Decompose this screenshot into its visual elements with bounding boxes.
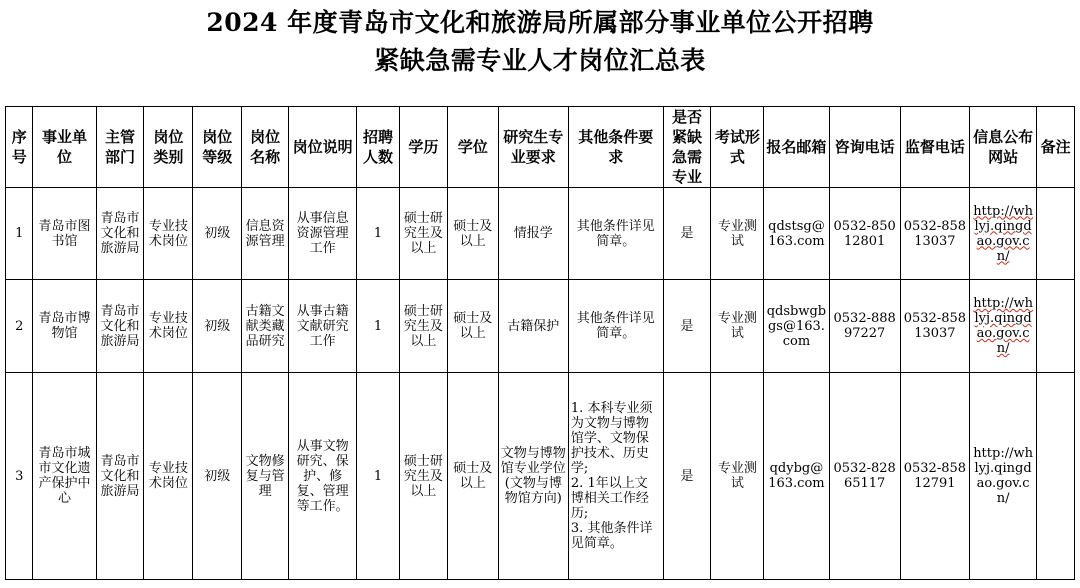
cell-degree: 硕士及以上 bbox=[447, 188, 498, 280]
header-hiring-count: 招聘人数 bbox=[357, 107, 400, 188]
cell-major-requirement: 文物与博物馆专业学位(文物与博物馆方向) bbox=[498, 373, 568, 580]
cell-supervision-phone: 0532-85813037 bbox=[900, 188, 969, 280]
cell-index: 1 bbox=[6, 188, 33, 280]
cell-post-name: 文物修复与管理 bbox=[242, 373, 289, 580]
header-urgent-major: 是否紧缺急需专业 bbox=[663, 107, 711, 188]
cell-post-description: 从事信息资源管理工作 bbox=[288, 188, 356, 280]
header-department: 主管部门 bbox=[96, 107, 144, 188]
cell-post-description: 从事文物研究、保护、修复、管理等工作。 bbox=[288, 373, 356, 580]
header-post-description: 岗位说明 bbox=[288, 107, 356, 188]
header-email: 报名邮箱 bbox=[764, 107, 829, 188]
cell-hiring-count: 1 bbox=[357, 373, 400, 580]
cell-department: 青岛市文化和旅游局 bbox=[96, 373, 144, 580]
cell-website[interactable]: http://whlyj.qingdao.gov.cn/ bbox=[970, 373, 1037, 580]
header-exam-format: 考试形式 bbox=[711, 107, 764, 188]
header-inquiry-phone: 咨询电话 bbox=[829, 107, 900, 188]
cell-inquiry-phone: 0532-82865117 bbox=[829, 373, 900, 580]
cell-post-category: 专业技术岗位 bbox=[144, 373, 193, 580]
cell-exam-format: 专业测试 bbox=[711, 373, 764, 580]
header-unit: 事业单位 bbox=[33, 107, 96, 188]
header-website: 信息公布网站 bbox=[970, 107, 1037, 188]
cell-post-level: 初级 bbox=[193, 280, 242, 373]
cell-email[interactable]: qdstsg@163.com bbox=[764, 188, 829, 280]
cell-supervision-phone: 0532-85812791 bbox=[900, 373, 969, 580]
header-post-level: 岗位等级 bbox=[193, 107, 242, 188]
header-remarks: 备注 bbox=[1037, 107, 1075, 188]
cell-other-requirements: 1. 本科专业须为文物与博物馆学、文物保护技术、历史学; 2. 1年以上文博相关工作经历; 3. 其他条件详见简章。 bbox=[568, 373, 663, 580]
cell-other-requirements: 其他条件详见简章。 bbox=[568, 188, 663, 280]
cell-index: 3 bbox=[6, 373, 33, 580]
cell-unit: 青岛市博物馆 bbox=[33, 280, 96, 373]
table-row bbox=[6, 373, 1075, 580]
cell-urgent-major: 是 bbox=[663, 280, 711, 373]
table-row bbox=[6, 188, 1075, 280]
header-post-category: 岗位类别 bbox=[144, 107, 193, 188]
cell-post-name: 古籍文献类藏品研究 bbox=[242, 280, 289, 373]
cell-supervision-phone: 0532-85813037 bbox=[900, 280, 969, 373]
header-degree: 学位 bbox=[447, 107, 498, 188]
cell-post-category: 专业技术岗位 bbox=[144, 280, 193, 373]
cell-major-requirement: 古籍保护 bbox=[498, 280, 568, 373]
header-major-requirement: 研究生专业要求 bbox=[498, 107, 568, 188]
header-post-name: 岗位名称 bbox=[242, 107, 289, 188]
cell-department: 青岛市文化和旅游局 bbox=[96, 188, 144, 280]
table-row bbox=[6, 280, 1075, 373]
cell-inquiry-phone: 0532-85012801 bbox=[829, 188, 900, 280]
cell-post-category: 专业技术岗位 bbox=[144, 188, 193, 280]
cell-inquiry-phone: 0532-88897227 bbox=[829, 280, 900, 373]
cell-exam-format: 专业测试 bbox=[711, 188, 764, 280]
cell-unit: 青岛市城市文化遗产保护中心 bbox=[33, 373, 96, 580]
cell-remarks bbox=[1037, 373, 1075, 580]
cell-email[interactable]: qdybg@163.com bbox=[764, 373, 829, 580]
cell-department: 青岛市文化和旅游局 bbox=[96, 280, 144, 373]
header-supervision-phone: 监督电话 bbox=[900, 107, 969, 188]
cell-website[interactable]: http://whlyj.qingdao.gov.cn/ bbox=[970, 280, 1037, 373]
cell-urgent-major: 是 bbox=[663, 188, 711, 280]
cell-exam-format: 专业测试 bbox=[711, 280, 764, 373]
cell-remarks bbox=[1037, 188, 1075, 280]
cell-degree: 硕士及以上 bbox=[447, 373, 498, 580]
cell-post-description: 从事古籍文献研究工作 bbox=[288, 280, 356, 373]
cell-email[interactable]: qdsbwgbgs@163.com bbox=[764, 280, 829, 373]
cell-index: 2 bbox=[6, 280, 33, 373]
cell-post-level: 初级 bbox=[193, 188, 242, 280]
cell-remarks bbox=[1037, 280, 1075, 373]
cell-hiring-count: 1 bbox=[357, 280, 400, 373]
cell-major-requirement: 情报学 bbox=[498, 188, 568, 280]
cell-hiring-count: 1 bbox=[357, 188, 400, 280]
document-title-line2: 紧缺急需专业人才岗位汇总表 bbox=[374, 46, 706, 75]
cell-other-requirements: 其他条件详见简章。 bbox=[568, 280, 663, 373]
cell-education: 硕士研究生及以上 bbox=[399, 188, 447, 280]
header-index: 序号 bbox=[6, 107, 33, 188]
cell-post-name: 信息资源管理 bbox=[242, 188, 289, 280]
cell-urgent-major: 是 bbox=[663, 373, 711, 580]
table-header-row bbox=[6, 107, 1075, 188]
cell-website[interactable]: http://whlyj.qingdao.gov.cn/ bbox=[970, 188, 1037, 280]
recruitment-table bbox=[5, 106, 1075, 580]
cell-education: 硕士研究生及以上 bbox=[399, 373, 447, 580]
cell-post-level: 初级 bbox=[193, 373, 242, 580]
cell-unit: 青岛市图书馆 bbox=[33, 188, 96, 280]
cell-education: 硕士研究生及以上 bbox=[399, 280, 447, 373]
header-education: 学历 bbox=[399, 107, 447, 188]
document-title-line1: 2024 年度青岛市文化和旅游局所属部分事业单位公开招聘 bbox=[206, 8, 874, 37]
cell-degree: 硕士及以上 bbox=[447, 280, 498, 373]
header-other-requirements: 其他条件要求 bbox=[568, 107, 663, 188]
